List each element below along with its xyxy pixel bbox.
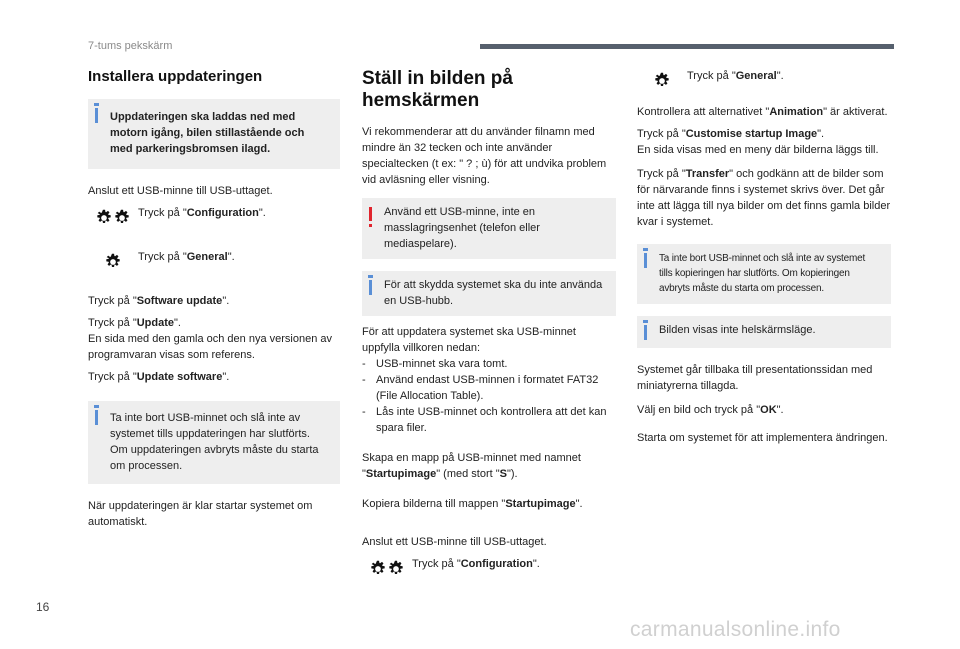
gear-icon: [104, 253, 122, 271]
step-general: Tryck på "General".: [637, 68, 891, 90]
requirements-list: [362, 356, 616, 436]
gear-icon: [95, 209, 113, 227]
info-icon: [369, 280, 372, 295]
info-note: För att skydda systemet ska du inte använda en USB-hubb.: [362, 271, 616, 316]
info-icon: [95, 410, 98, 425]
step-transfer: Tryck på "Transfer" och godkänn att de bilder som för närvarande finns i systemet skrivs över. Det går inte att lägga till nya bilder om det finns gamla bilder kvar i systemet.: [637, 168, 891, 228]
image-heading: Ställ in bilden på hemskärmen: [362, 68, 513, 111]
animation-text: Kontrollera att alternativet "Animation" är aktiverat.: [637, 106, 888, 118]
info-note: Bilden visas inte helskärmsläge.: [637, 316, 891, 348]
update-desc: En sida med den gamla och den nya versionen av programvaran visas som referens.: [88, 333, 332, 361]
connect-text: Anslut ett USB-minne till USB-uttaget.: [88, 185, 273, 197]
info-note: Uppdateringen ska laddas ned med motorn igång, bilen stillastående och med parkeringsbromsen ilagd.: [88, 99, 340, 169]
header-bar: [480, 44, 894, 49]
info-note: Ta inte bort USB-minnet och slå inte av systemet tills uppdateringen har slutförts. Om uppdateringen avbryts måste du starta om processen.: [88, 401, 340, 484]
watermark: carmanualsonline.info: [630, 618, 841, 641]
step-update: Tryck på "Update".: [88, 317, 181, 329]
step-configuration: Tryck på "Configuration".: [362, 556, 616, 578]
list-item: - USB-minnet ska vara tomt.: [362, 356, 616, 372]
gear-icon: [387, 560, 405, 578]
info-note: Ta inte bort USB-minnet och slå inte av systemet tills kopieringen har slutförts. Om kopieringen avbryts måste du starta om processen.: [637, 244, 891, 304]
connect-text: Anslut ett USB-minne till USB-uttaget.: [362, 536, 547, 548]
list-item: - Använd endast USB-minnen i formatet FAT32 (File Allocation Table).: [362, 372, 616, 404]
recommend-text: Vi rekommenderar att du använder filnamn med mindre än 32 tecken och inte använder specialtecken (t ex: " ? ; ù) för att undvika problem vid avläsning eller visning.: [362, 126, 607, 186]
end-text: När uppdateringen är klar startar systemet om automatiskt.: [88, 500, 313, 528]
step-configuration: Tryck på "Configuration".: [88, 205, 340, 227]
gear-icon: [369, 560, 387, 578]
info-icon: [644, 325, 647, 340]
step-update-software: Tryck på "Update software".: [88, 371, 230, 383]
warning-note: Använd ett USB-minne, inte en masslagringsenhet (telefon eller mediaspelare).: [362, 198, 616, 259]
step-software-update: Tryck på "Software update".: [88, 295, 230, 307]
requirements-intro: För att uppdatera systemet ska USB-minnet uppfylla villkoren nedan:: [362, 326, 576, 354]
restart-text: Starta om systemet för att implementera ändringen.: [637, 432, 888, 444]
gear-icon: [113, 209, 131, 227]
gear-icon: [653, 72, 671, 90]
left-column: [88, 68, 340, 530]
middle-column: [362, 68, 616, 578]
info-icon: [644, 253, 647, 268]
warning-icon: [369, 207, 372, 221]
list-item: - Lås inte USB-minnet och kontrollera att det kan spara filer.: [362, 404, 616, 436]
back-text: Systemet går tillbaka till presentationssidan med miniatyrerna tillagda.: [637, 364, 873, 392]
step-customise: Tryck på "Customise startup Image".: [637, 128, 825, 140]
customise-desc: En sida visas med en meny där bilderna läggs till.: [637, 144, 879, 156]
folder-text: Skapa en mapp på USB-minnet med namnet "Startupimage" (med stort "S").: [362, 452, 581, 480]
info-icon: [95, 108, 98, 123]
ok-text: Välj en bild och tryck på "OK".: [637, 404, 784, 416]
page-number: 16: [36, 600, 50, 614]
step-general: Tryck på "General".: [88, 249, 340, 271]
right-column: [637, 68, 891, 446]
section-header: 7-tums pekskärm: [88, 40, 173, 52]
copy-text: Kopiera bilderna till mappen "Startupimage".: [362, 498, 583, 510]
install-heading: Installera uppdateringen: [88, 68, 263, 85]
